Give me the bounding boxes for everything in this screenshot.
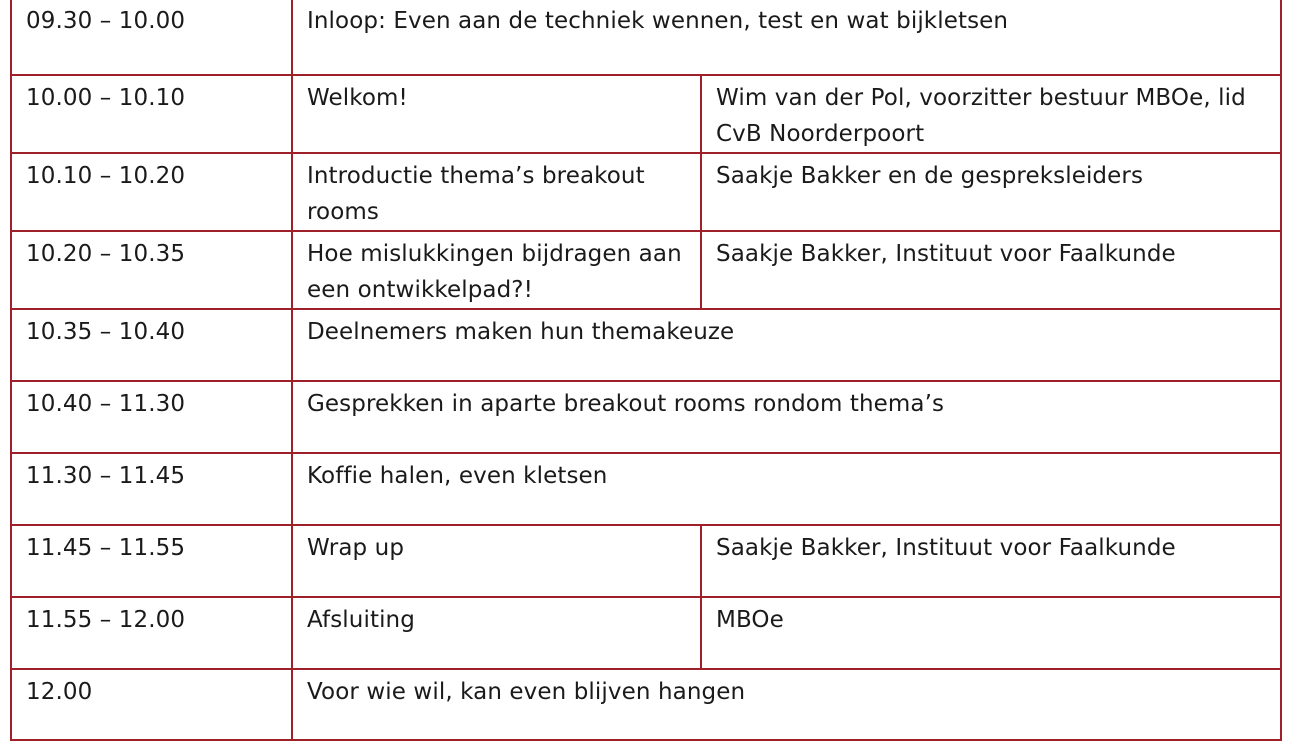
speaker-cell: Wim van der Pol, voorzitter bestuur MBOe, lid CvB Noorderpoort xyxy=(701,75,1281,153)
schedule-row xyxy=(11,231,1281,309)
schedule-row xyxy=(11,597,1281,669)
speaker-cell: Saakje Bakker, Instituut voor Faalkunde xyxy=(701,231,1281,309)
speaker-cell: Saakje Bakker, Instituut voor Faalkunde xyxy=(701,525,1281,597)
activity-cell: Voor wie wil, kan even blijven hangen xyxy=(292,669,1281,740)
schedule-row xyxy=(11,381,1281,453)
time-cell: 10.35 – 10.40 xyxy=(11,309,292,381)
time-cell: 09.30 – 10.00 xyxy=(11,0,292,75)
time-cell: 10.00 – 10.10 xyxy=(11,75,292,153)
schedule-row xyxy=(11,669,1281,740)
schedule-row xyxy=(11,525,1281,597)
schedule-row xyxy=(11,453,1281,525)
time-cell: 10.10 – 10.20 xyxy=(11,153,292,231)
time-cell: 10.40 – 11.30 xyxy=(11,381,292,453)
speaker-cell: Saakje Bakker en de gespreksleiders xyxy=(701,153,1281,231)
activity-cell: Introductie thema’s breakout rooms xyxy=(292,153,701,231)
activity-cell: Inloop: Even aan de techniek wennen, test en wat bijkletsen xyxy=(292,0,1281,75)
activity-cell: Welkom! xyxy=(292,75,701,153)
schedule-table xyxy=(10,0,1282,741)
time-cell: 11.45 – 11.55 xyxy=(11,525,292,597)
schedule-row xyxy=(11,309,1281,381)
activity-cell: Deelnemers maken hun themakeuze xyxy=(292,309,1281,381)
time-cell: 11.55 – 12.00 xyxy=(11,597,292,669)
activity-cell: Gesprekken in aparte breakout rooms rondom thema’s xyxy=(292,381,1281,453)
schedule-row xyxy=(11,153,1281,231)
time-cell: 11.30 – 11.45 xyxy=(11,453,292,525)
activity-cell: Koffie halen, even kletsen xyxy=(292,453,1281,525)
schedule-row xyxy=(11,0,1281,75)
speaker-cell: MBOe xyxy=(701,597,1281,669)
activity-cell: Hoe mislukkingen bijdragen aan een ontwikkelpad?! xyxy=(292,231,701,309)
time-cell: 10.20 – 10.35 xyxy=(11,231,292,309)
time-cell: 12.00 xyxy=(11,669,292,740)
schedule-row xyxy=(11,75,1281,153)
activity-cell: Wrap up xyxy=(292,525,701,597)
activity-cell: Afsluiting xyxy=(292,597,701,669)
